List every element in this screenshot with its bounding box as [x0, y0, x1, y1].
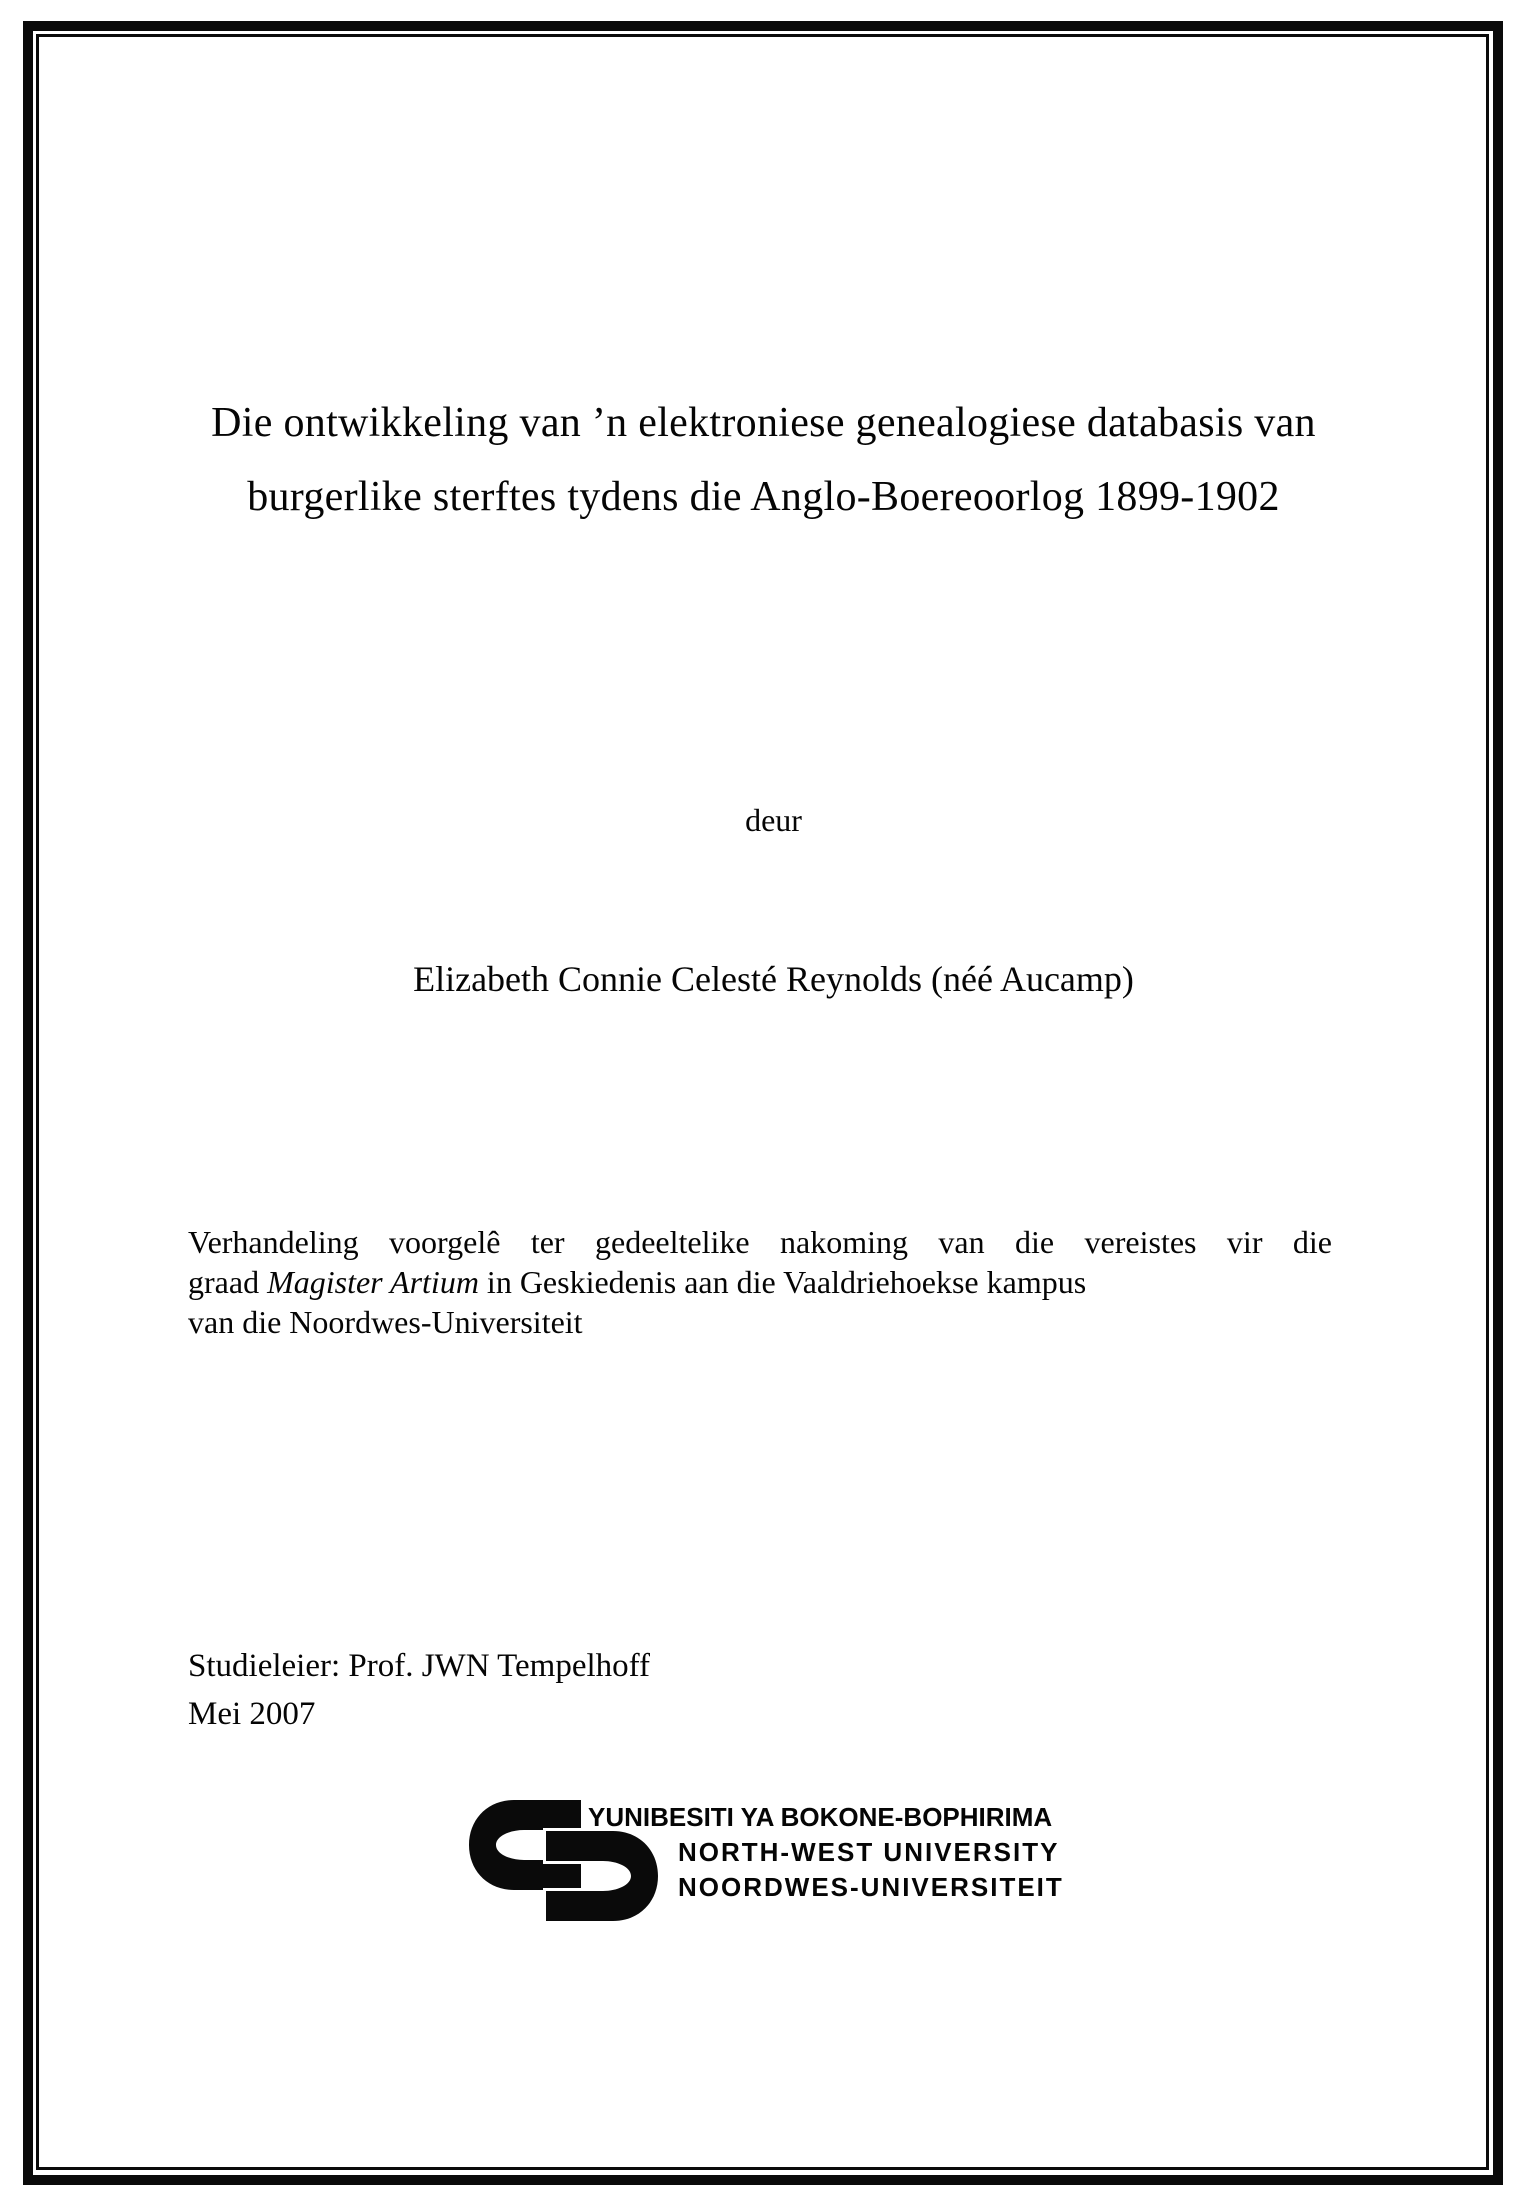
degree-name: Magister Artium — [267, 1264, 479, 1300]
byline: deur — [745, 802, 802, 838]
degree-statement-line2-prefix: graad — [188, 1264, 268, 1300]
logo-text-setswana: YUNIBESITI YA BOKONE-BOPHIRIMA — [588, 1802, 1053, 1832]
university-logo — [466, 1796, 1106, 1926]
supervisor-block — [188, 1642, 650, 1738]
university-logo-text — [588, 1800, 1064, 1905]
logo-text-english: NORTH-WEST UNIVERSITY — [678, 1837, 1060, 1867]
degree-statement-line2 — [188, 1262, 1332, 1302]
thesis-title-line1: Die ontwikkeling van ’n elektroniese genealogiese databasis van — [211, 400, 1316, 446]
logo-text-afrikaans: NOORDWES-UNIVERSITEIT — [678, 1872, 1064, 1902]
thesis-title — [60, 386, 1467, 534]
degree-statement-line3: van die Noordwes-Universiteit — [188, 1304, 583, 1340]
supervisor-line: Studieleier: Prof. JWN Tempelhoff — [188, 1648, 651, 1684]
thesis-title-line2: burgerlike sterftes tydens die Anglo-Boereoorlog 1899-1902 — [247, 474, 1280, 520]
degree-statement-line2-suffix: in Geskiedenis aan die Vaaldriehoekse kampus — [478, 1264, 1087, 1300]
degree-statement-line1: Verhandeling voorgelê ter gedeeltelike nakoming van die vereistes vir die — [188, 1224, 1332, 1260]
author-name: Elizabeth Connie Celesté Reynolds (néé Aucamp) — [413, 959, 1134, 999]
date-line: Mei 2007 — [188, 1696, 316, 1732]
degree-statement — [188, 1222, 1332, 1342]
